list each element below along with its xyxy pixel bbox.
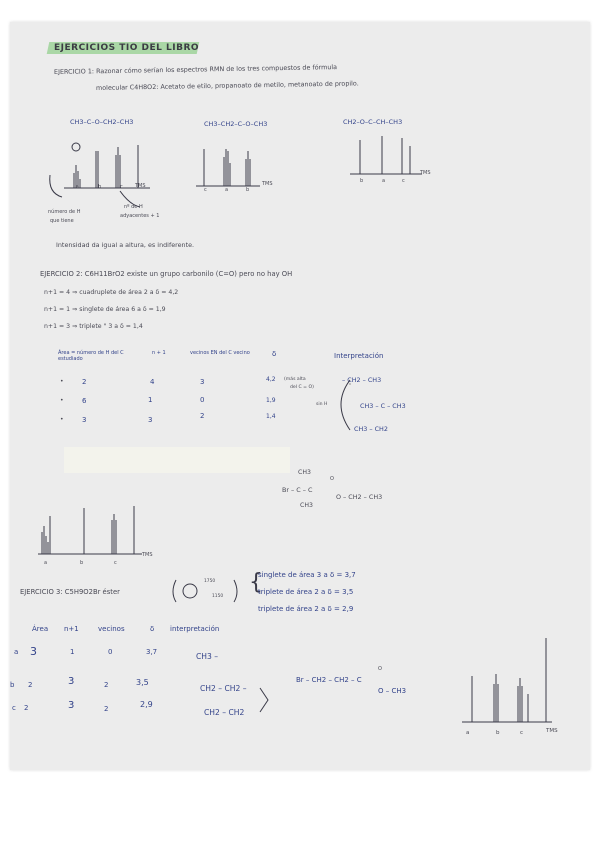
peak-label-c2: c [204, 187, 207, 193]
ex3-header-delta: δ [150, 625, 155, 633]
ex3-signal-3: triplete de área 2 a δ = 2,9 [258, 605, 354, 613]
ex2-row3-neighbours: 2 [200, 412, 205, 420]
ex3-statement: EJERCICIO 3: C5H9O2Br éster [20, 588, 120, 596]
ex2-delta-note-2: del C = O) [290, 385, 314, 390]
ex2-row1-n1: 4 [150, 378, 155, 386]
interp-bracket [328, 378, 358, 438]
ex3-peak-b: b [496, 730, 500, 736]
row-bullet: • [60, 397, 64, 404]
ex3-signal-2: triplete de área 2 a δ = 3,5 [258, 588, 354, 596]
ex2-delta-note-1: (más alta [284, 377, 306, 382]
tape-strip [64, 447, 290, 473]
annotation-h-count-2: que tiene [50, 218, 74, 224]
ex2-row3-area: 3 [82, 416, 87, 424]
tms-label-1: TMS [135, 183, 146, 189]
nmr-spectrum-ex3 [460, 636, 560, 728]
ex3-row2-n1: 3 [68, 676, 75, 687]
interp-bracket-3 [258, 686, 272, 716]
ex1-statement-line2: molecular C4H8O2: Acetato de etilo, propanoato de metilo, metanoato de propilo. [95, 79, 359, 92]
ex3-row2-delta: 3,5 [136, 678, 149, 687]
ex2-rule-3: n+1 = 3 ⇒ triplete " 3 a δ = 1,4 [44, 323, 143, 330]
ex2-peak-b: b [80, 560, 84, 566]
ex3-row1-delta: 3,7 [146, 648, 158, 656]
ex3-signal-1: singlete de área 3 a δ = 3,7 [258, 571, 356, 579]
spectrum-b-formula: CH3–CH2–C–O–CH3 [204, 120, 268, 128]
ex2-header-n1: n + 1 [152, 350, 166, 356]
ex2-statement: EJERCICIO 2: C6H11BrO2 existe un grupo carbonilo (C=O) pero no hay OH [40, 270, 293, 278]
ex2-tms-label: TMS [142, 552, 153, 558]
intensity-note: Intensidad da igual a altura, es indiferente. [56, 241, 195, 249]
peak-label-b3: b [360, 178, 364, 184]
row-bullet: • [60, 416, 64, 423]
ex3-header-neighbours: vecinos [98, 625, 125, 633]
ex3-structure: Br – CH2 – CH2 – C [296, 676, 362, 684]
ex2-rule-1: n+1 = 4 ⇒ cuadruplete de área 2 a δ = 4,2 [44, 289, 179, 296]
ex2-header-neighbours: vecinos EN del C vecino [190, 350, 250, 356]
page-title: EJERCICIOS TIO DEL LIBRO [54, 43, 200, 53]
ex3-interp-3: CH2 – CH2 [204, 708, 245, 717]
ex3-header-area: Área [32, 625, 49, 633]
ex2-row3-n1: 3 [148, 416, 153, 424]
ex3-structure-top: O [378, 666, 382, 672]
ex3-tms-label: TMS [546, 728, 558, 734]
ex2-row2-n1: 1 [148, 396, 153, 404]
ex3-row3-neighbours: 2 [104, 705, 109, 713]
ester-mark-1: 1750 [204, 579, 216, 584]
peak-label-a: a [76, 184, 80, 190]
ex3-peak-c: c [520, 730, 524, 736]
ex2-struct-ch3-bottom: CH3 [300, 502, 313, 509]
row-bullet: • [60, 378, 64, 385]
ex3-row3-label: c [12, 704, 16, 712]
ex2-struct-main: Br – C – C [282, 486, 313, 494]
tms-label-3: TMS [420, 170, 431, 176]
signals-brace: { [249, 570, 263, 595]
ex2-peak-c: c [114, 560, 117, 566]
ex3-row2-area: 2 [28, 681, 33, 689]
ex2-peak-a: a [44, 560, 48, 566]
peak-label-a3: a [382, 178, 386, 184]
ex2-row2-delta: 1,9 [266, 397, 276, 404]
ex3-interp-1: CH3 – [196, 652, 219, 661]
ex2-struct-oxygen: O [330, 476, 334, 482]
peak-label-b2: b [246, 187, 250, 193]
ex3-row1-n1: 1 [70, 648, 75, 656]
peak-label-b: b [98, 184, 102, 190]
ex3-row2-label: b [10, 681, 15, 689]
ex3-header-n1: n+1 [64, 625, 79, 633]
ex1-statement-line1: EJERCICIO 1: Razonar cómo serían los espectros RMN de los tres compuestos de fórmula [53, 63, 338, 76]
ex2-interp-side-note: sin H [316, 402, 328, 407]
ex3-interp-2: CH2 – CH2 – [200, 684, 247, 693]
nmr-spectrum-ex2 [34, 502, 154, 560]
spectrum-a-formula: CH3–C–O–CH2–CH3 [70, 118, 134, 126]
ex2-row1-neighbours: 3 [200, 378, 205, 386]
ex2-struct-ch3-top: CH3 [298, 469, 311, 476]
ex3-structure-tail: O – CH3 [378, 687, 407, 695]
ex2-header-area: Área = número de H del C estudiado [58, 350, 124, 362]
nmr-spectrum-1 [40, 135, 170, 195]
ex2-interp-3: CH3 – CH2 [354, 425, 388, 433]
ex2-interp-2: CH3 – C – CH3 [360, 402, 406, 410]
ex3-peak-a: a [466, 730, 470, 736]
ex3-row1-area: 3 [30, 645, 37, 658]
ex2-row2-neighbours: 0 [200, 396, 205, 404]
ester-mark-2: 1150 [212, 594, 224, 599]
ex3-row1-label: a [14, 648, 19, 656]
peak-label-c: c [120, 184, 123, 190]
peak-label-a2: a [225, 187, 229, 193]
tms-label-2: TMS [262, 181, 273, 187]
ex2-rule-2: n+1 = 1 ⇒ singlete de área 6 a δ = 1,9 [44, 306, 166, 313]
ex3-row3-n1: 3 [68, 700, 75, 711]
annotation-h-count: número de H [48, 209, 81, 215]
ex3-row2-neighbours: 2 [104, 681, 109, 689]
ex3-row1-neighbours: 0 [108, 648, 113, 656]
ex2-header-interpretation: Interpretación [334, 352, 384, 360]
ex3-row3-delta: 2,9 [140, 700, 153, 709]
ex3-row3-area: 2 [24, 704, 29, 712]
ex2-row3-delta: 1,4 [266, 413, 276, 420]
peak-label-c3: c [402, 178, 405, 184]
ex2-interp-1: – CH2 – CH3 [342, 376, 382, 384]
annotation-adjacent: nº de H [124, 204, 143, 210]
ex2-row1-delta: 4,2 [266, 376, 276, 383]
ex2-row1-area: 2 [82, 378, 87, 386]
ex2-struct-ester: O – CH2 – CH3 [336, 493, 383, 501]
ex3-header-interpretation: interpretación [170, 625, 220, 633]
ex2-header-delta: δ [272, 350, 277, 358]
spectrum-c-formula: CH2–O–C–CH–CH3 [343, 118, 403, 126]
annotation-adjacent-2: adyacentes + 1 [120, 213, 160, 219]
ex2-row2-area: 6 [82, 397, 87, 405]
